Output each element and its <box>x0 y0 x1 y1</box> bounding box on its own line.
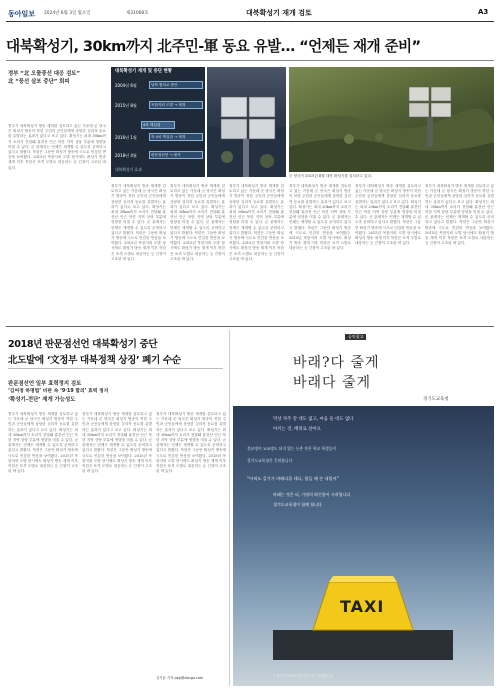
ad-sponsor: 경기도교육청 <box>423 397 449 402</box>
article-body: 정부가 대북확성기 방송 재개를 검토하고 있는 가운데 군 당국은 확성기 방송이 북한 주민과 군인들에게 상당한 심리적 동요를 유발하는 효과가 있다고 보고 있다. 확성기는 최대 30km까지 소리가 전달돼 휴전선 인근 북한 지역 상당 부분에 영향을 미칠 수 있다. 군 관계자는 언제든 재개할 수 있도록 준비하고 있다고 밝혔다. 북한은 그동안 확성기 방송에 극도로 민감한 반응을 보여왔다. 2015년 목함지뢰 도발 당시에도 확성기 방송 재개 이후 북한은 포격 도발로 대응하는 등 긴장이 고조된 바 있다. <box>289 184 351 251</box>
subhead: 정부 “北 오물풍선 대응 검토” <box>8 71 81 77</box>
article-body: 정부가 대북확성기 방송 재개를 검토하고 있는 가운데 군 당국은 확성기 방송이 북한 주민과 군인들에게 상당한 심리적 동요를 유발하는 효과가 있다고 보고 있다. 확성기는 최대 30km까지 소리가 전달돼 휴전선 인근 북한 지역 상당 부분에 영향을 미칠 수 있다. 군 관계자는 언제든 재개할 수 있도록 준비하고 있다고 밝혔다. 북한은 그동안 확성기 방송에 극도로 민감한 반응을 보여왔다. 2015년 목함지뢰 도발 당시에도 확성기 방송 재개 이후 북한은 포격 도발로 대응하는 등 긴장이 고조된 바 있다. <box>8 412 78 474</box>
graphic-label: 판문점선언 → 철거 <box>149 151 203 159</box>
loudspeaker-illustration <box>207 67 286 177</box>
ad-copy-6: 경기도교육청이 함께 합니다 <box>273 502 322 507</box>
ad-badge: 공익광고 <box>345 334 366 340</box>
graphic-title: 대북확성기 재개 및 중단 현황 <box>115 69 173 74</box>
article-body: 정부가 대북확성기 방송 재개를 검토하고 있는 가운데 군 당국은 확성기 방송이 북한 주민과 군인들에게 상당한 심리적 동요를 유발하는 효과가 있다고 보고 있다. 확성기는 최대 30km까지 소리가 전달돼 휴전선 인근 북한 지역 상당 부분에 영향을 미칠 수 있다. 군 관계자는 언제든 재개할 수 있도록 준비하고 있다고 밝혔다. 북한은 그동안 확성기 방송에 극도로 민감한 반응을 보여왔다. 2015년 목함지뢰 도발 당시에도 확성기 방송 재개 이후 북한은 포격 도발로 대응하는 등 긴장이 고조된 바 있다. <box>156 412 226 474</box>
subhead: ‘김여정 하명법’ 비판 속 ‘9·19 합의’ 효력 정지 <box>8 389 109 394</box>
second-headline: 2018년 판문점선언 대북확성기 중단 <box>8 339 158 350</box>
masthead-logo: 동아일보 <box>8 10 36 18</box>
graphic-footer: 대북확성기 효과 <box>115 167 142 172</box>
ad-copy-4: 경기도교육청은 응원합니다 <box>247 458 293 463</box>
ad-copy-1: 막상 자주 갈 데도 없고, 마음 둘 데도 없다 <box>273 417 354 422</box>
taxi-sign-text: TAXI <box>340 597 385 616</box>
ad-copy-3: 전교생이 100명도 되지 않는 농촌 작은 학교 학생들이 <box>247 446 337 451</box>
masthead-rule <box>6 21 494 22</box>
article-body: 정부가 대북확성기 방송 재개를 검토하고 있는 가운데 군 당국은 확성기 방송이 북한 주민과 군인들에게 상당한 심리적 동요를 유발하는 효과가 있다고 보고 있다. 확성기는 최대 30km까지 소리가 전달돼 휴전선 인근 북한 지역 상당 부분에 영향을 미칠 수 있다. 군 관계자는 언제든 재개할 수 있도록 준비하고 있다고 밝혔다. 북한은 그동안 확성기 방송에 극도로 민감한 반응을 보여왔다. 2015년 목함지뢰 도발 당시에도 확성기 방송 재개 이후 북한은 포격 도발로 대응하는 등 긴장이 고조된 바 있다. <box>425 184 494 246</box>
ad-slogan-1: 바래?다 줄게 <box>293 355 380 371</box>
info-graphic <box>111 67 205 177</box>
article-body: 정부가 대북확성기 방송 재개를 검토하고 있는 가운데 군 당국은 확성기 방송이 북한 주민과 군인들에게 상당한 심리적 동요를 유발하는 효과가 있다고 보고 있다. 확성기는 최대 30km까지 소리가 전달돼 휴전선 인근 북한 지역 상당 부분에 영향을 미칠 수 있다. 군 관계자는 언제든 재개할 수 있도록 준비하고 있다고 밝혔다. 북한은 그동안 확성기 방송에 극도로 민감한 반응을 보여왔다. 2015년 목함지뢰 도발 당시에도 확성기 방송 재개 이후 북한은 포격 도발로 대응하는 등 긴장이 고조된 바 있다. <box>8 124 106 170</box>
graphic-date: 2016년 1월 <box>115 135 137 140</box>
graphic-label: 목함지뢰 도발 → 재개 <box>149 101 203 109</box>
military-photo <box>289 67 494 172</box>
masthead-issue: 제31068호 <box>126 11 149 16</box>
section-divider <box>6 326 494 327</box>
graphic-label: 북 4차 핵실험 → 재개 <box>149 133 203 141</box>
graphic-label: 남북 합의로 중단 <box>149 81 203 89</box>
ad-footnote: * 경기도교육청 공익광고로 게재됩니다 <box>273 674 334 678</box>
article-body: 정부가 대북확성기 방송 재개를 검토하고 있는 가운데 군 당국은 확성기 방송이 북한 주민과 군인들에게 상당한 심리적 동요를 유발하는 효과가 있다고 보고 있다. 확성기는 최대 30km까지 소리가 전달돼 휴전선 인근 북한 지역 상당 부분에 영향을 미칠 수 있다. 군 관계자는 언제든 재개할 수 있도록 준비하고 있다고 밝혔다. 북한은 그동안 확성기 방송에 극도로 민감한 반응을 보여왔다. 2015년 목함지뢰 도발 당시에도 확성기 방송 재개 이후 북한은 포격 도발로 대응하는 등 긴장이 고조된 바 있다. <box>82 412 152 474</box>
graphic-date: 2018년 4월 <box>115 153 137 158</box>
subhead: ‘확성기-전단’ 재개 가능성도 <box>8 397 76 403</box>
article-body: 정부가 대북확성기 방송 재개를 검토하고 있는 가운데 군 당국은 확성기 방송이 북한 주민과 군인들에게 상당한 심리적 동요를 유발하는 효과가 있다고 보고 있다. 확성기는 최대 30km까지 소리가 전달돼 휴전선 인근 북한 지역 상당 부분에 영향을 미칠 수 있다. 군 관계자는 언제든 재개할 수 있도록 준비하고 있다고 밝혔다. 북한은 그동안 확성기 방송에 극도로 민감한 반응을 보여왔다. 2015년 목함지뢰 도발 당시에도 확성기 방송 재개 이후 북한은 포격 도발로 대응하는 등 긴장이 고조된 바 있다. <box>229 184 284 261</box>
terrain-illustration <box>289 67 494 172</box>
second-subheads <box>8 380 108 404</box>
article-body: 정부가 대북확성기 방송 재개를 검토하고 있는 가운데 군 당국은 확성기 방송이 북한 주민과 군인들에게 상당한 심리적 동요를 유발하는 효과가 있다고 보고 있다. 확성기는 최대 30km까지 소리가 전달돼 휴전선 인근 북한 지역 상당 부분에 영향을 미칠 수 있다. 군 관계자는 언제든 재개할 수 있도록 준비하고 있다고 밝혔다. 북한은 그동안 확성기 방송에 극도로 민감한 반응을 보여왔다. 2015년 목함지뢰 도발 당시에도 확성기 방송 재개 이후 북한은 포격 도발로 대응하는 등 긴장이 고조된 바 있다. <box>355 184 421 246</box>
taxi-sign-icon <box>273 530 453 660</box>
masthead-date: 2024년 6월 3일 월요일 <box>44 11 91 16</box>
article-body: 정부가 대북확성기 방송 재개를 검토하고 있는 가운데 군 당국은 확성기 방송이 북한 주민과 군인들에게 상당한 심리적 동요를 유발하는 효과가 있다고 보고 있다. 확성기는 최대 30km까지 소리가 전달돼 휴전선 인근 북한 지역 상당 부분에 영향을 미칠 수 있다. 군 관계자는 언제든 재개할 수 있도록 준비하고 있다고 밝혔다. 북한은 그동안 확성기 방송에 극도로 민감한 반응을 보여왔다. 2015년 목함지뢰 도발 당시에도 확성기 방송 재개 이후 북한은 포격 도발로 대응하는 등 긴장이 고조된 바 있다. <box>111 184 166 261</box>
subhead: 北 “풍선 살포 중단” 회피 <box>8 79 70 85</box>
article-body: 정부가 대북확성기 방송 재개를 검토하고 있는 가운데 군 당국은 확성기 방송이 북한 주민과 군인들에게 상당한 심리적 동요를 유발하는 효과가 있다고 보고 있다. 확성기는 최대 30km까지 소리가 전달돼 휴전선 인근 북한 지역 상당 부분에 영향을 미칠 수 있다. 군 관계자는 언제든 재개할 수 있도록 준비하고 있다고 밝혔다. 북한은 그동안 확성기 방송에 극도로 민감한 반응을 보여왔다. 2015년 목함지뢰 도발 당시에도 확성기 방송 재개 이후 북한은 포격 도발로 대응하는 등 긴장이 고조된 바 있다. <box>170 184 225 261</box>
public-service-ad <box>233 330 494 686</box>
ad-copy-5: 바래는 것은 더, 가정의 따뜻함이 시작됩니다 <box>273 492 351 497</box>
main-subheads <box>8 70 108 86</box>
ad-quote: “아직도 길가가 바래다줄 테니, 힘들 때 손 내밀어” <box>247 476 339 481</box>
subhead: 판문점선언 일부 효력정지 검토 <box>8 381 82 387</box>
second-headline-2: 北도발에 ‘文정부 대북정책 상징’ 폐기 수순 <box>8 355 181 366</box>
graphic-date: 2004년 6월 <box>115 83 137 88</box>
second-rule <box>8 368 223 369</box>
page-number: A3 <box>478 8 489 16</box>
graphic-mid-label: 4차 핵실험 <box>141 121 175 129</box>
byline: 김기윤 기자 pep@donga.com <box>156 676 204 680</box>
ad-slogan-2: 바래다 줄게 <box>293 375 372 391</box>
loudspeaker-photo <box>207 67 286 177</box>
column-divider <box>229 330 230 686</box>
masthead-section: 대북확성기 재개 검토 <box>246 9 312 17</box>
graphic-date: 2015년 8월 <box>115 103 137 108</box>
ad-copy-2: 아끼는 것, 배려로 살아요 <box>273 427 321 432</box>
main-headline: 대북확성기, 30km까지 北주민-軍 동요 유발… “언제든 재개 준비” <box>6 38 421 55</box>
headline-rule <box>6 60 494 61</box>
photo-caption: 군 당국이 2015년 8월 대북 확성기를 설치하고 있다. <box>289 174 373 178</box>
